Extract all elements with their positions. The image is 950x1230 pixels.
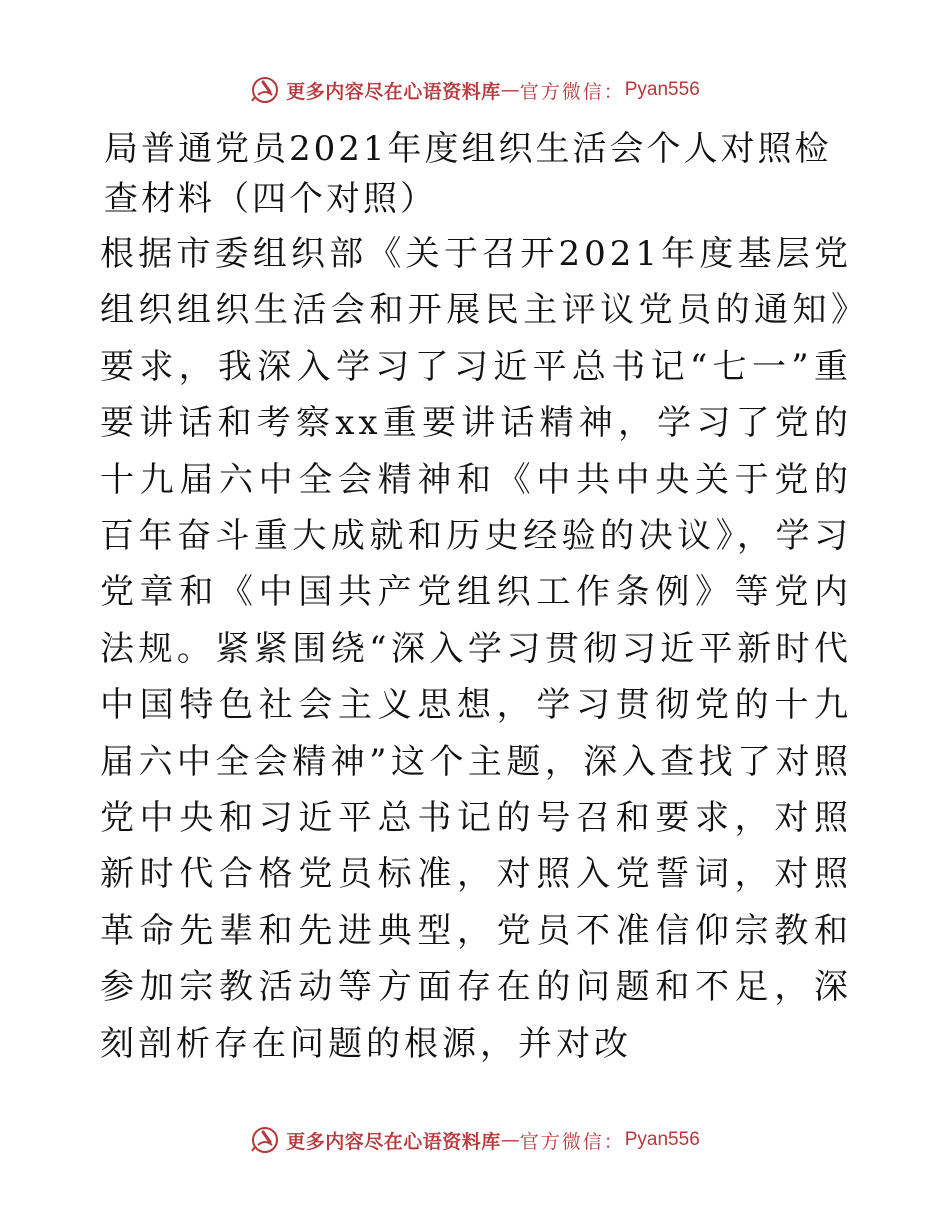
banner-separator: —	[500, 79, 520, 101]
banner-site-name: 更多内容尽在心语资料库	[286, 1130, 501, 1153]
footer-banner	[0, 1122, 950, 1158]
document-paragraph: 根据市委组织部《关于召开2021年度基层党组织组织生活会和开展民主评议党员的通知》要求，我深入学习了习近平总书记“七一”重要讲话和考察xx重要讲话精神，学习了党的十九届六中全会精神和《中共中央关于党的百年奋斗重大成就和历史经验的决议》，学习党章和《中国共产党组织工作条例》等党内法规。紧紧围绕“深入学习贯彻习近平新时代中国特色社会主义思想，学习贯彻党的十九届六中全会精神”这个主题，深入查找了对照党中央和习近平总书记的号召和要求，对照新时代合格党员标准，对照入党誓词，对照革命先辈和先进典型，党员不准信仰宗教和参加宗教活动等方面存在的问题和不足，深刻剖析存在问题的根源，并对改	[100, 234, 852, 1064]
document-title: 局普通党员2021年度组织生活会个人对照检查材料（四个对照）	[104, 129, 832, 219]
book-pen-logo-icon	[250, 1125, 280, 1155]
header-banner	[0, 72, 950, 108]
book-pen-logo-icon	[250, 75, 280, 105]
banner-site-name: 更多内容尽在心语资料库	[286, 80, 501, 103]
banner-wechat-handle: Pyan556	[624, 1129, 700, 1150]
banner-wechat-handle: Pyan556	[624, 79, 700, 100]
banner-wechat-label: 官方微信：	[519, 1130, 625, 1153]
banner-separator: —	[500, 1129, 520, 1151]
banner-wechat-label: 官方微信：	[519, 80, 625, 103]
